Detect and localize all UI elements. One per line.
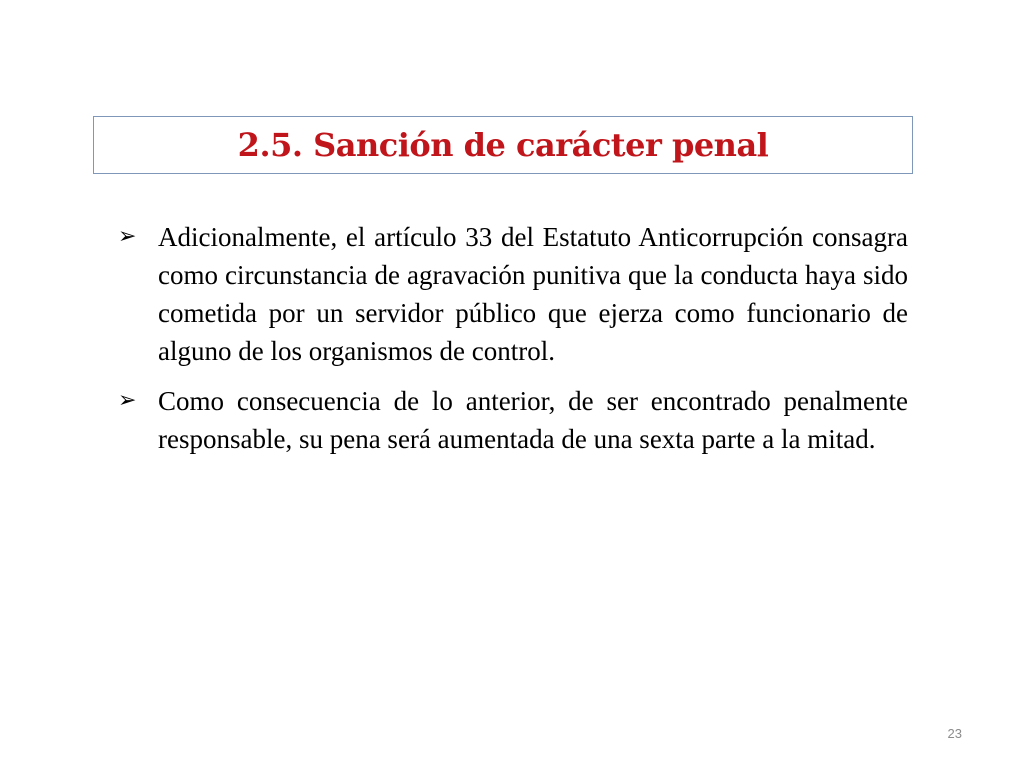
bullet-text: Adicionalmente, el artículo 33 del Estatuto Anticorrupción consagra como circunstancia de agravación punitiva que la conducta haya sido cometida por un servidor público que ejerza como funcionario de alguno de los organismos de control.	[158, 222, 908, 366]
arrow-bullet-icon: ➢	[118, 388, 137, 413]
slide-title: 2.5. Sanción de carácter penal	[237, 126, 769, 164]
title-box	[93, 116, 913, 174]
bullet-text: Como consecuencia de lo anterior, de ser encontrado penalmente responsable, su pena será aumentada de una sexta parte a la mitad.	[158, 386, 908, 454]
bullet-list	[118, 218, 908, 470]
bullet-item	[118, 218, 908, 370]
arrow-bullet-icon: ➢	[118, 224, 137, 249]
bullet-item	[118, 382, 908, 458]
page-number: 23	[947, 726, 962, 741]
